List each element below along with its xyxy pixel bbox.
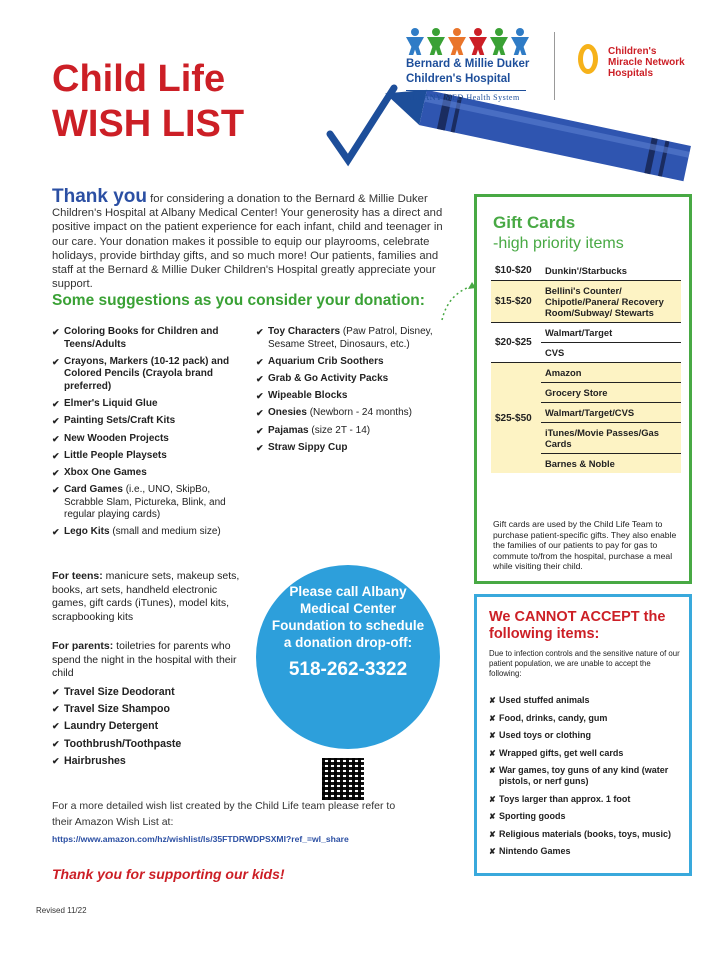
list-item — [52, 326, 242, 351]
gift-card-row — [491, 363, 681, 473]
gift-card-item: Barnes & Noble — [545, 458, 615, 469]
gift-card-item: iTunes/Movie Passes/Gas Cards — [541, 423, 681, 454]
teens-section — [52, 570, 252, 624]
list-item — [52, 356, 242, 394]
gift-card-item: Walmart/Target/CVS — [541, 403, 681, 423]
gift-card-item: Bellini's Counter/ Chipotle/Panera/ Recovery Room/Subway/ Stewarts — [545, 285, 664, 318]
hospital-system: ALBANY MED Health System — [406, 90, 526, 102]
item-label: Aquarium Crib Soothers — [268, 355, 384, 367]
list-item: ✔ Laundry Detergent — [52, 720, 252, 733]
hospital-name-2: Children's Hospital — [406, 73, 511, 85]
parents-list — [52, 686, 252, 772]
list-item: ✔ Travel Size Shampoo — [52, 703, 252, 716]
list-item — [256, 373, 446, 386]
list-item — [256, 425, 446, 438]
list-item: ✘ War games, toy guns of any kind (water pistols, or nerf guns) — [489, 765, 685, 787]
gift-cards-table — [491, 261, 681, 473]
children-figures-icon — [406, 28, 546, 56]
cannot-accept-note: Due to infection controls and the sensitive nature of our patient population, we are unable to accept the following: — [489, 649, 680, 678]
item-label: Little People Playsets — [64, 449, 167, 461]
list-item: ✘ Used stuffed animals — [489, 695, 685, 706]
gift-cards-box — [474, 194, 692, 584]
intro-body: for considering a donation to the Bernard & Millie Duker Children's Hospital at Albany Medical Center! Your generosity has a direct and positive impact on the patient experience for each infant, child and teenager in our care. Your donation makes it possible to equip our playrooms, celebrate holidays, provide birthday gifts, and so much more! Our patients, families and staff at the Bernard & Millie Duker Children's Hospital greatly appreciate your support. — [52, 193, 443, 291]
gift-card-item: Dunkin'/Starbucks — [545, 265, 627, 276]
gift-card-item: Walmart/Target — [541, 323, 681, 343]
list-item — [52, 467, 242, 480]
qr-code[interactable] — [322, 758, 364, 800]
gift-cards-note: Gift cards are used by the Child Life Team to purchase patient-specific gifts. They also enable the families of our patients to pay for gas to commute to/from the hospital, purchase a meal while visiting their child. — [493, 519, 677, 572]
list-item — [52, 450, 242, 463]
item-label: Grab & Go Activity Packs — [268, 372, 389, 384]
gift-card-price: $10-$20 — [495, 265, 532, 276]
gift-card-price: $15-$20 — [495, 296, 532, 307]
list-item — [52, 433, 242, 446]
item-detail: (Paw Patrol, Disney, Sesame Street, Dinosaurs, etc.) — [268, 326, 433, 350]
list-item: ✘ Religious materials (books, toys, music) — [489, 829, 685, 840]
list-item: ✘ Sporting goods — [489, 811, 685, 822]
suggestions-heading: Some suggestions as you consider your donation: — [52, 292, 425, 309]
gift-card-price: $25-$50 — [495, 412, 532, 424]
list-item — [256, 442, 446, 455]
list-item: ✘ Food, drinks, candy, gum — [489, 713, 685, 724]
cmn-line-2: Miracle Network — [608, 57, 685, 68]
list-item — [256, 356, 446, 369]
hospital-logo — [406, 28, 546, 102]
cmn-line-3: Hospitals — [608, 68, 654, 79]
title-line-2: WISH LIST — [52, 103, 245, 145]
item-label: Toy Characters — [268, 326, 341, 337]
item-label: Coloring Books for Children and Teens/Adults — [64, 326, 219, 350]
teens-label: For teens: — [52, 570, 103, 582]
item-label: Wipeable Blocks — [268, 390, 348, 402]
item-label: Xbox One Games — [64, 466, 147, 478]
suggestions-col-2 — [256, 326, 446, 459]
gift-card-item: Grocery Store — [541, 383, 681, 403]
gift-card-row — [491, 323, 681, 363]
gift-card-row — [491, 281, 681, 323]
item-label: Painting Sets/Craft Kits — [64, 415, 176, 427]
call-circle — [256, 565, 440, 749]
item-label: Pajamas — [268, 424, 309, 436]
list-item — [52, 415, 242, 428]
list-item — [52, 398, 242, 411]
list-item: ✔ Hairbrushes — [52, 755, 252, 768]
parents-section — [52, 640, 242, 681]
list-item: ✘ Toys larger than approx. 1 foot — [489, 794, 685, 805]
title-line-1: Child Life — [52, 58, 226, 100]
cmn-line-1: Children's — [608, 46, 657, 57]
checkmark-icon — [330, 88, 394, 160]
item-label: Crayons, Markers (10-12 pack) and Colored Pencils (Crayola brand preferred) — [64, 355, 230, 392]
gift-card-row — [491, 261, 681, 281]
item-detail: (Newborn - 24 months) — [306, 407, 412, 419]
phone-number[interactable]: 518-262-3322 — [288, 659, 408, 680]
intro-paragraph — [52, 186, 460, 291]
item-detail: (small and medium size) — [109, 526, 221, 538]
cannot-accept-box — [474, 594, 692, 876]
list-item: ✘ Wrapped gifts, get well cards — [489, 748, 685, 759]
item-label: Elmer's Liquid Glue — [64, 398, 158, 410]
revised-date: Revised 11/22 — [36, 906, 87, 915]
gift-card-price: $20-$25 — [495, 337, 532, 348]
suggestions-col-1 — [52, 326, 242, 544]
item-label: Straw Sippy Cup — [268, 441, 348, 453]
thanks-text: Thank you for supporting our kids! — [52, 866, 285, 882]
gift-card-item: CVS — [545, 347, 565, 358]
list-item: ✔ Toothbrush/Toothpaste — [52, 738, 252, 751]
list-item — [256, 407, 446, 420]
list-item: ✘ Nintendo Games — [489, 846, 685, 857]
balloon-icon — [578, 44, 598, 74]
item-label: New Wooden Projects — [64, 432, 169, 444]
dotted-arrow-icon — [438, 280, 478, 324]
wishlist-text: For a more detailed wish list created by the Child Life team please refer to their Amazon Wish List at: — [52, 800, 396, 828]
gift-cards-title: Gift Cards — [493, 213, 576, 232]
item-detail: (size 2T - 14) — [308, 424, 371, 436]
wishlist-link[interactable]: https://www.amazon.com/hz/wishlist/ls/35FTDRWDPSXMI?ref_=wl_share — [52, 834, 349, 844]
item-label: Onesies — [268, 407, 307, 419]
call-text: Please call Albany Medical Center Foundation to schedule a donation drop-off: — [271, 584, 425, 650]
list-item — [52, 484, 242, 522]
teens-text: manicure sets, makeup sets, books, art sets, handheld electronic games, gift cards (iTunes), model kits, scrapbooking kits — [52, 570, 240, 623]
item-label: Card Games — [64, 484, 123, 496]
parents-label: For parents: — [52, 640, 114, 652]
intro-lead: Thank you — [52, 186, 148, 207]
list-item: ✔ Travel Size Deodorant — [52, 686, 252, 699]
item-label: Lego Kits — [64, 526, 110, 538]
list-item: ✘ Used toys or clothing — [489, 730, 685, 741]
list-item — [256, 390, 446, 403]
list-item — [52, 526, 242, 539]
item-detail: (i.e., UNO, SkipBo, Scrabble Slam, Pictureka, Blink, and regular playing cards) — [64, 484, 226, 521]
parents-text: toiletries for parents who spend the night in the hospital with their child — [52, 640, 237, 679]
cannot-accept-title: We CANNOT ACCEPT the following items: — [489, 609, 666, 642]
list-item — [256, 326, 446, 351]
gift-card-item: Amazon — [541, 363, 681, 383]
gift-cards-subtitle: -high priority items — [493, 235, 624, 252]
logo-divider — [554, 32, 555, 100]
hospital-name-1: Bernard & Millie Duker — [406, 58, 530, 70]
cannot-accept-list — [489, 695, 685, 864]
